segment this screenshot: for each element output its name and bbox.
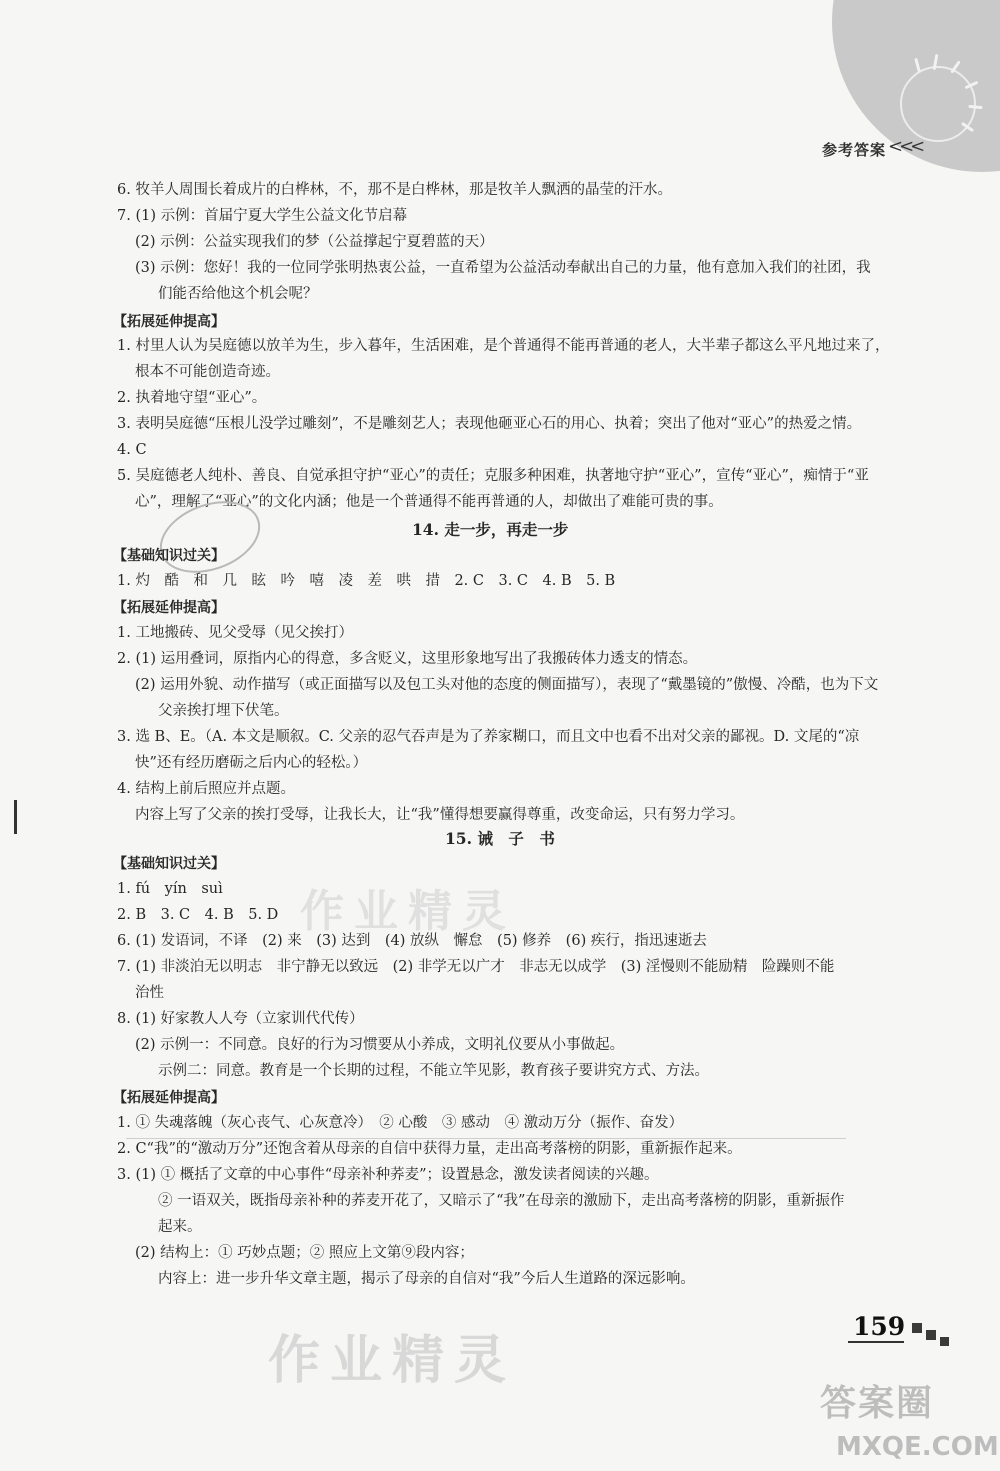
- sun-icon: [900, 66, 976, 142]
- answer-line: 起来。: [158, 1219, 202, 1235]
- answer-line: 1. ① 失魂落魄（灰心丧气、心灰意冷） ② 心酸 ③ 感动 ④ 激动万分（振作、奋发）: [117, 1115, 684, 1131]
- answer-line: 8. (1) 好家教人人夸（立家训代代传）: [117, 1011, 364, 1027]
- page-number: 159: [853, 1312, 906, 1341]
- section-heading: 【拓展延伸提高】: [113, 600, 225, 616]
- watermark-site-url: MXQE.COM: [836, 1432, 999, 1462]
- answer-line: 2. C“我”的“激动万分”还饱含着从母亲的自信中获得力量，走出高考落榜的阴影，重新振作起来。: [117, 1141, 742, 1157]
- answer-line: (3) 示例：您好！我的一位同学张明热衷公益，一直希望为公益活动奉献出自己的力量，他有意加入我们的社团，我: [135, 260, 871, 276]
- answer-line: 4. 结构上前后照应并点题。: [117, 781, 295, 797]
- corner-square-icon: [912, 1323, 922, 1333]
- answer-line: 3. (1) ① 概括了文章的中心事件“母亲补种荞麦”；设置悬念，激发读者阅读的兴趣。: [117, 1167, 659, 1183]
- corner-square-icon: [926, 1330, 936, 1340]
- chapter-title: 14. 走一步，再走一步: [412, 520, 569, 539]
- page-number-rule: [848, 1341, 904, 1343]
- chapter-title: 15. 诫 子 书: [445, 829, 555, 848]
- answer-line: 3. 表明吴庭德“压根儿没学过雕刻”，不是雕刻艺人；表现他砸亚心石的用心、执着；突出了他对“亚心”的热爱之情。: [117, 416, 862, 432]
- answer-line: 根本不可能创造奇迹。: [135, 364, 280, 380]
- answer-line: 2. 执着地守望“亚心”。: [117, 390, 267, 406]
- answer-line: (2) 示例：公益实现我们的梦（公益撑起宁夏碧蓝的天）: [135, 234, 494, 250]
- answer-line: 6. 牧羊人周围长着成片的白桦林，不，那不是白桦林，那是牧羊人飘洒的晶莹的汗水。: [117, 182, 672, 198]
- margin-mark: [14, 800, 17, 834]
- answer-line: 内容上：进一步升华文章主题，揭示了母亲的自信对“我”今后人生道路的深远影响。: [158, 1271, 695, 1287]
- answer-line: 3. 选 B、E。（A. 本文是顺叙。C. 父亲的忍气吞声是为了养家糊口，而且文中也看不出对父亲的鄙视。D. 文尾的“凉: [117, 729, 860, 745]
- section-heading: 【基础知识过关】: [113, 856, 225, 872]
- answer-line: 1. 村里人认为吴庭德以放羊为生，步入暮年，生活困难，是个普通得不能再普通的老人，大半辈子都这么平凡地过来了，: [117, 338, 890, 354]
- answer-line: 心”，理解了“亚心”的文化内涵；他是一个普通得不能再普通的人，却做出了难能可贵的事。: [135, 494, 723, 510]
- answer-line: (2) 运用外貌、动作描写（或正面描写以及包工头对他的态度的侧面描写），表现了“戴墨镜的”傲慢、冷酷，也为下文: [135, 677, 879, 693]
- answer-line: 7. (1) 非淡泊无以明志 非宁静无以致远 (2) 非学无以广才 非志无以成学 (3) 淫慢则不能励精 险躁则不能: [117, 959, 835, 975]
- watermark-text: 作业精灵: [268, 1331, 517, 1391]
- answer-line: 父亲挨打埋下伏笔。: [158, 703, 289, 719]
- answer-line: 快”还有经历磨砺之后内心的轻松。）: [135, 755, 368, 771]
- corner-square-icon: [940, 1337, 949, 1346]
- answer-line: (2) 结构上：① 巧妙点题；② 照应上文第⑨段内容；: [135, 1245, 474, 1261]
- answer-line: 2. (1) 运用叠词，原指内心的得意，多含贬义，这里形象地写出了我搬砖体力透支的情态。: [117, 651, 698, 667]
- watermark-site-logo: 答案圈: [820, 1383, 935, 1424]
- answer-line: 1. 灼 酷 和 几 眩 吟 嘻 凌 差 哄 措 2. C 3. C 4. B 5. B: [117, 573, 616, 589]
- section-heading: 【基础知识过关】: [113, 548, 225, 564]
- header-label: 参考答案: [822, 141, 887, 159]
- answer-line: 1. fú yín suì: [117, 881, 223, 897]
- section-heading: 【拓展延伸提高】: [113, 314, 225, 330]
- answer-line: 2. B 3. C 4. B 5. D: [117, 907, 279, 923]
- answer-line: 内容上写了父亲的挨打受辱，让我长大，让“我”懂得想要赢得尊重，改变命运，只有努力学习。: [135, 807, 745, 823]
- answer-line: 4. C: [117, 442, 147, 458]
- answer-line: 7. (1) 示例：首届宁夏大学生公益文化节启幕: [117, 208, 408, 224]
- watermark-text: 作业精灵: [300, 886, 516, 937]
- answer-line: 示例二：同意。教育是一个长期的过程，不能立竿见影，教育孩子要讲究方式、方法。: [158, 1063, 709, 1079]
- answer-line: (2) 示例一：不同意。良好的行为习惯要从小养成，文明礼仪要从小事做起。: [135, 1037, 625, 1053]
- answer-line: 治性: [135, 985, 164, 1001]
- divider: [126, 1138, 846, 1139]
- answer-line: 1. 工地搬砖、见父受辱（见父挨打）: [117, 625, 353, 641]
- answer-line: 们能否给他这个机会呢？: [158, 286, 318, 302]
- chevron-left-icon: <<<: [888, 136, 922, 157]
- section-heading: 【拓展延伸提高】: [113, 1090, 225, 1106]
- answer-line: ② 一语双关，既指母亲补种的荞麦开花了，又暗示了“我”在母亲的激励下，走出高考落榜的阴影，重新振作: [158, 1193, 845, 1209]
- answer-line: 5. 吴庭德老人纯朴、善良、自觉承担守护“亚心”的责任；克服多种困难，执著地守护“亚心”，宣传“亚心”，痴情于“亚: [117, 468, 869, 484]
- answer-line: 6. (1) 发语词，不译 (2) 来 (3) 达到 (4) 放纵 懈怠 (5) 修养 (6) 疾行，指迅速逝去: [117, 933, 707, 949]
